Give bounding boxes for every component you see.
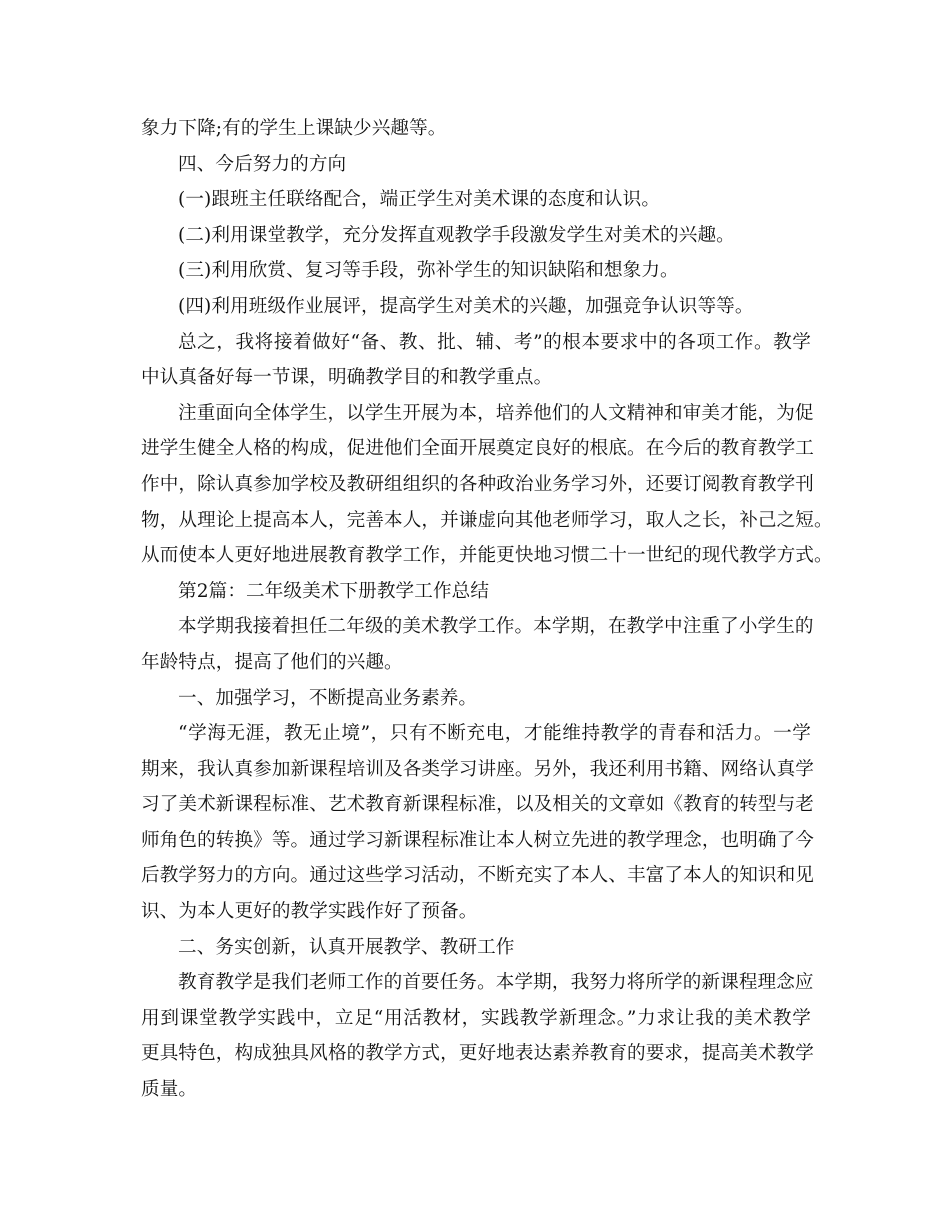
- text-line: “学海无涯，教无止境”，只有不断充电，才能维持教学的青春和活力。一学: [178, 723, 811, 745]
- text-line: 作中，除认真参加学校及教研组组织的各种政治业务学习外，还要订阅教育教学刊: [141, 473, 814, 495]
- text-line: 第2篇：二年级美术下册教学工作总结: [178, 580, 490, 602]
- text-line: 四、今后努力的方向: [178, 153, 347, 175]
- text-line: (三)利用欣赏、复习等手段，弥补学生的知识缺陷和想象力。: [178, 260, 679, 282]
- text-line: 用到课堂教学实践中，立足“用活教材，实践教学新理念。”力求让我的美术教学: [141, 1007, 811, 1029]
- text-line: 年龄特点，提高了他们的兴趣。: [141, 651, 403, 673]
- text-line: 从而使本人更好地进展教育教学工作，并能更快地习惯二十一世纪的现代教学方式。: [141, 545, 833, 567]
- text-line: 注重面向全体学生，以学生开展为本，培养他们的人文精神和审美才能，为促: [178, 402, 814, 424]
- text-line: 进学生健全人格的构成，促进他们全面开展奠定良好的根底。在今后的教育教学工: [141, 438, 814, 460]
- text-line: 师角色的转换》等。通过学习新课程标准让本人树立先进的教学理念，也明确了今: [141, 829, 814, 851]
- text-line: 物，从理论上提高本人，完善本人，并谦虚向其他老师学习，取人之长，补己之短。: [141, 509, 833, 531]
- text-line: (四)利用班级作业展评，提高学生对美术的兴趣，加强竞争认识等等。: [178, 295, 754, 317]
- text-line: (二)利用课堂教学，充分发挥直观教学手段激发学生对美术的兴趣。: [178, 224, 735, 246]
- text-line: 更具特色，构成独具风格的教学方式，更好地表达素养教育的要求，提高美术教学: [141, 1043, 814, 1065]
- text-line: 象力下降;有的学生上课缺少兴趣等。: [141, 118, 447, 139]
- text-line: 习了美术新课程标准、艺术教育新课程标准，以及相关的文章如《教育的转型与老: [141, 794, 814, 816]
- text-line: 一、加强学习，不断提高业务素养。: [178, 687, 478, 709]
- text-line: 后教学努力的方向。通过这些学习活动，不断充实了本人、丰富了本人的知识和见: [141, 865, 814, 887]
- document-body: [141, 111, 833, 1108]
- text-line: 期来，我认真参加新课程培训及各类学习讲座。另外，我还利用书籍、网络认真学: [141, 758, 814, 780]
- text-line: 教育教学是我们老师工作的首要任务。本学期，我努力将所学的新课程理念应: [178, 972, 814, 994]
- text-line: 中认真备好每一节课，明确教学目的和教学重点。: [141, 367, 553, 389]
- text-line: 识、为本人更好的教学实践作好了预备。: [141, 901, 478, 923]
- text-line: 二、务实创新，认真开展教学、教研工作: [178, 936, 515, 958]
- text-line: 质量。: [141, 1079, 198, 1101]
- text-line: 本学期我接着担任二年级的美术教学工作。本学期，在教学中注重了小学生的: [178, 616, 814, 638]
- text-line: (一)跟班主任联络配合，端正学生对美术课的态度和认识。: [178, 189, 661, 211]
- text-line: 总之，我将接着做好“备、教、批、辅、考”的根本要求中的各项工作。教学: [178, 331, 811, 353]
